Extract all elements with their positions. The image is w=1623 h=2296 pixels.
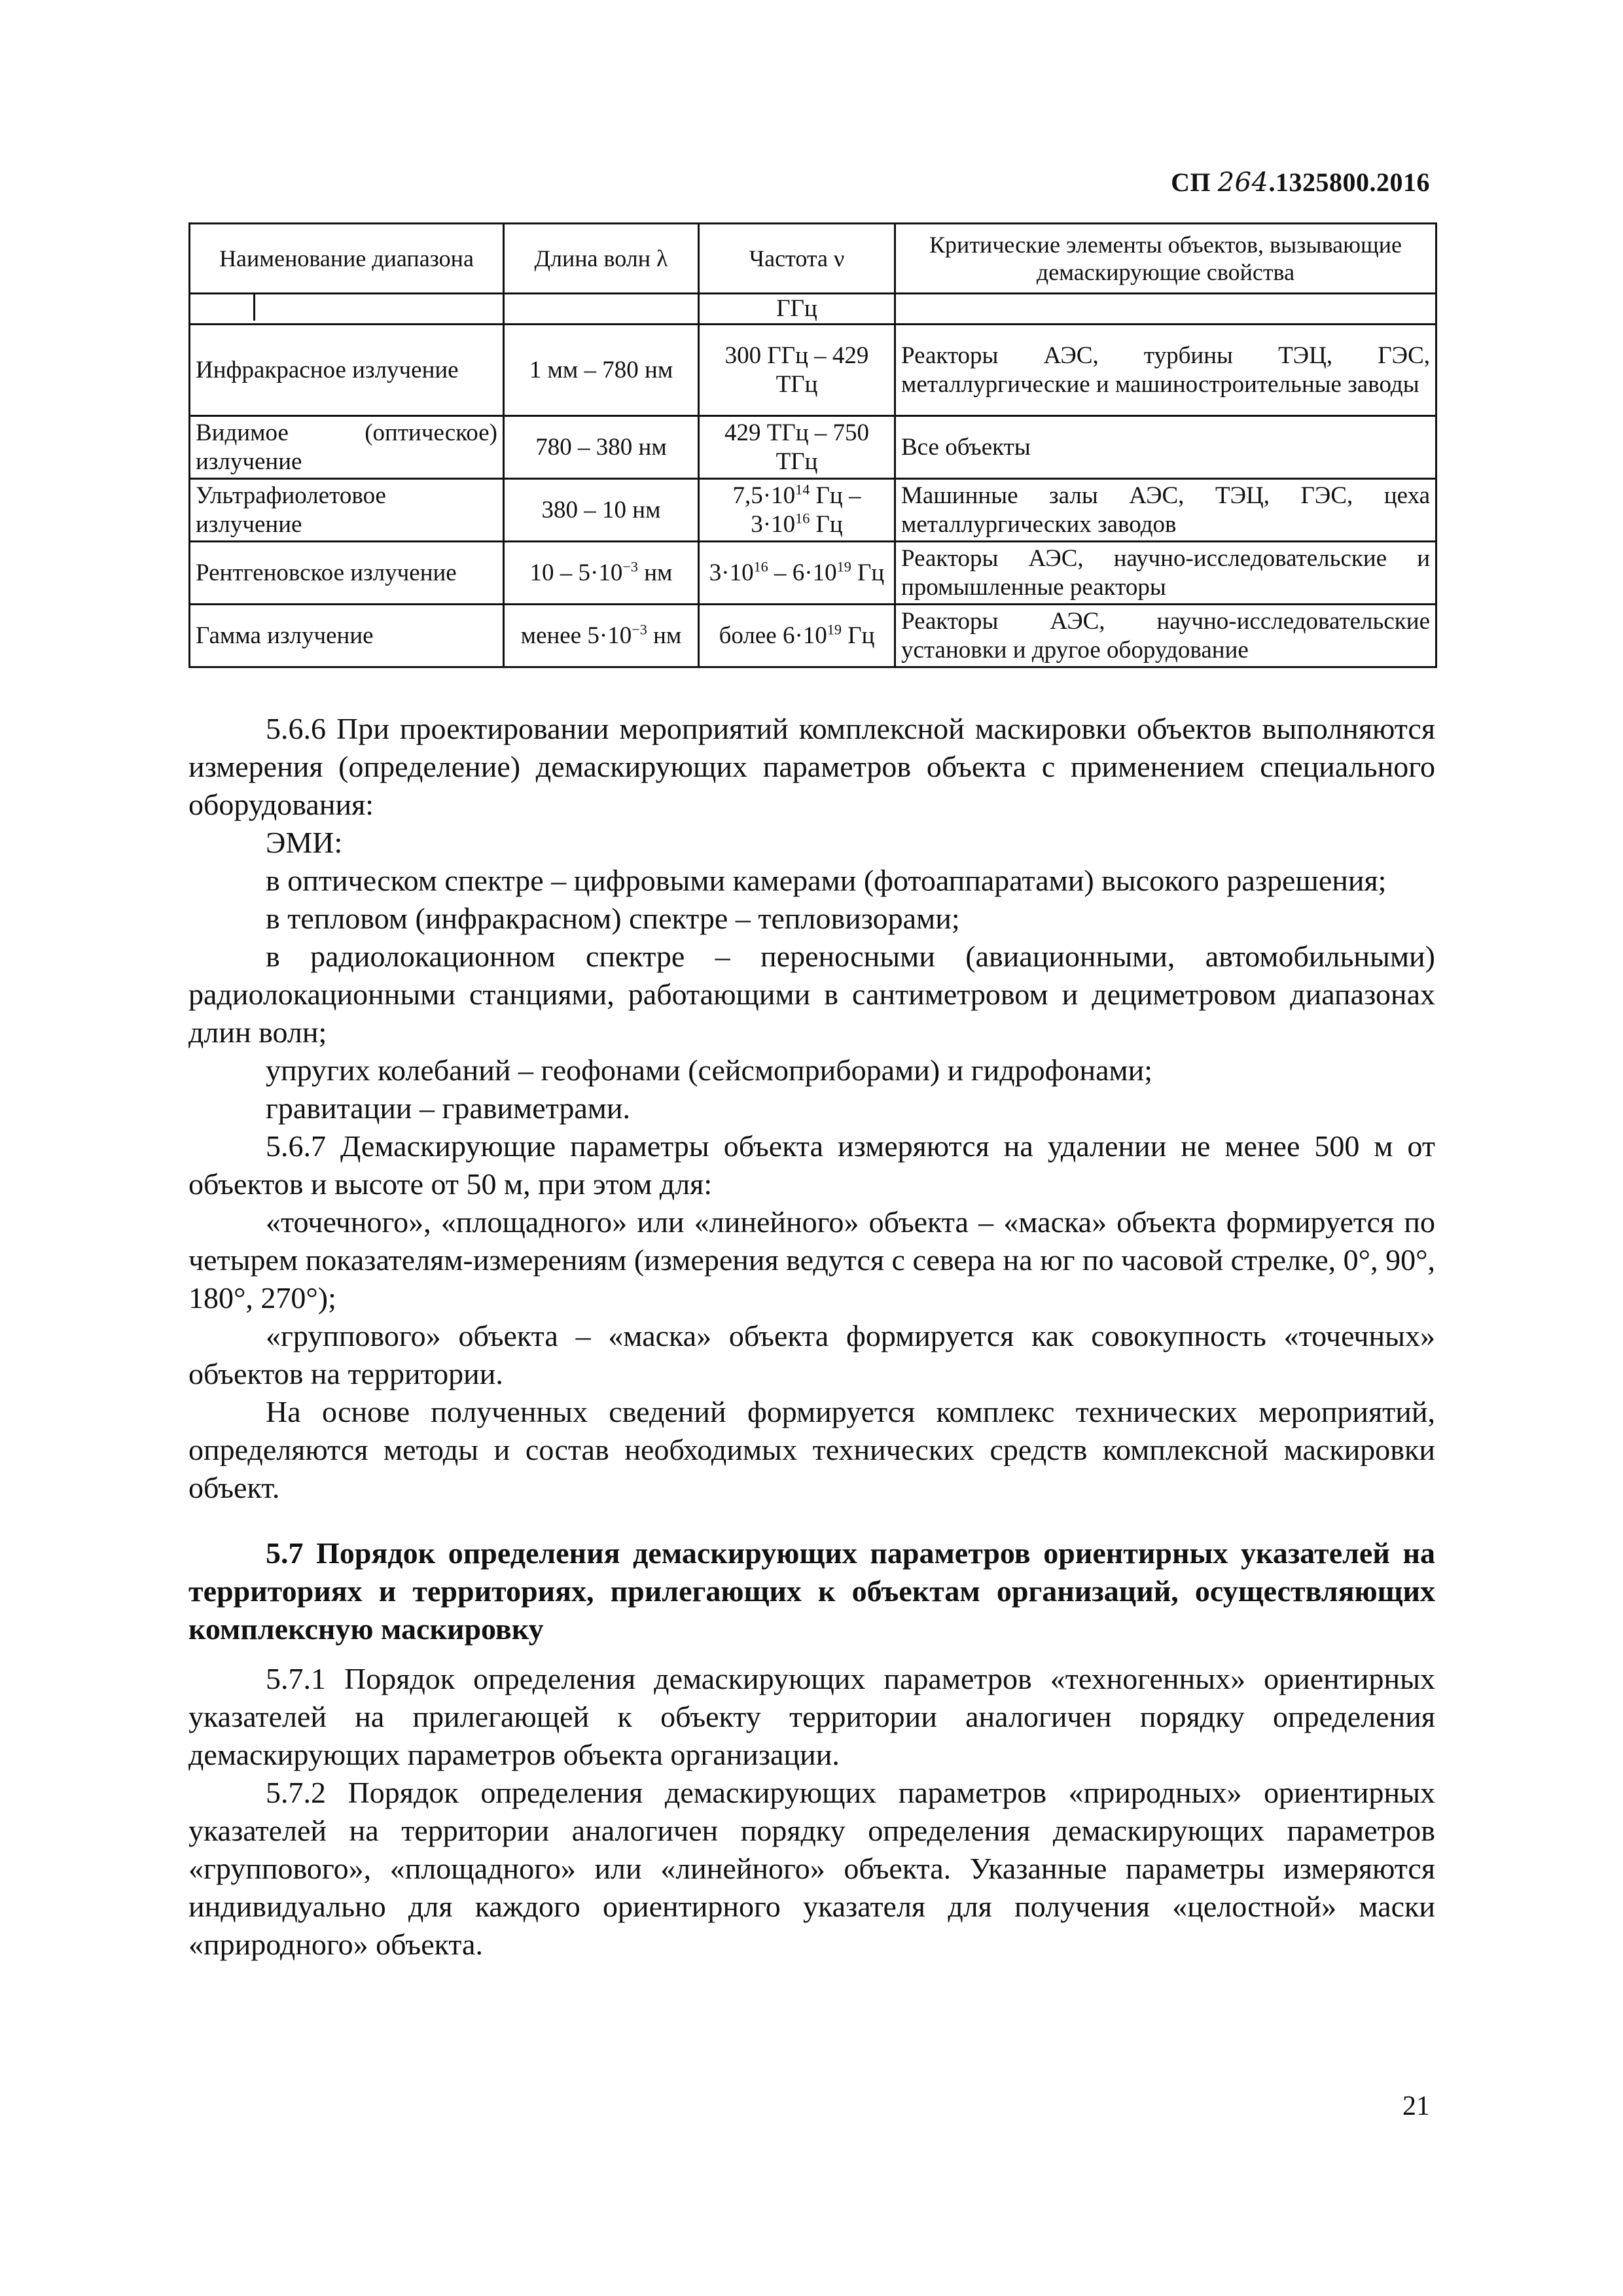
cell-range-name: Гамма излучение bbox=[190, 605, 504, 667]
header-wavelength: Длина волн λ bbox=[504, 224, 699, 294]
paragraph-radar: в радиолокационном спектре – переносными (авиационными, автомобильными) радиолокационными станциями, работающими в сантиметровом и дециметровом диапазонах длин волн; bbox=[188, 940, 1435, 1049]
document-code bbox=[1171, 167, 1430, 198]
cell-wavelength: 780 – 380 нм bbox=[504, 416, 699, 479]
cell-critical-elements: Реакторы АЭС, научно-исследовательские и промышленные реакторы bbox=[895, 542, 1436, 605]
cell-critical-elements: Машинные залы АЭС, ТЭЦ, ГЭС, цеха металлургических заводов bbox=[895, 479, 1436, 542]
table-units-row bbox=[190, 294, 1436, 325]
paragraph-gravity: гравитации – гравиметрами. bbox=[266, 1091, 631, 1125]
table-row bbox=[190, 605, 1436, 667]
paragraph-group-object: «группового» объекта – «маска» объекта формируется как совокупность «точечных» объектов на территории. bbox=[188, 1319, 1435, 1390]
table-row bbox=[190, 542, 1436, 605]
body-text bbox=[188, 710, 1435, 1964]
code-suffix: .1325800.2016 bbox=[1268, 168, 1430, 197]
units-cell-frequency: ГГц bbox=[699, 294, 895, 325]
section-heading-5-7: 5.7 Порядок определения демаскирующих параметров ориентирных указателей на территориях и территориях, прилегающих к объектам организаций, осуществляющих комплексную маскировку bbox=[188, 1536, 1435, 1646]
table-header-row bbox=[190, 224, 1436, 294]
spectrum-table bbox=[188, 222, 1437, 668]
paragraph-thermal: в тепловом (инфракрасном) спектре – тепловизорами; bbox=[266, 902, 960, 935]
cell-frequency: 429 ТГц – 750 ТГц bbox=[699, 416, 895, 479]
paragraph-5-7-1: 5.7.1 Порядок определения демаскирующих параметров «техногенных» ориентирных указателей на прилегающей к объекту территории аналогичен порядку определения демаскирующих параметров объекта организации. bbox=[188, 1662, 1435, 1771]
paragraph-point-object: «точечного», «площадного» или «линейного» объекта – «маска» объекта формируется по четырем показателям-измерениям (измерения ведутся с севера на юг по часовой стрелке, 0°, 90°, 180°, 270°); bbox=[188, 1205, 1435, 1315]
page-number: 21 bbox=[1402, 2091, 1430, 2121]
paragraph-basis: На основе полученных сведений формируется комплекс технических мероприятий, определяются методы и состав необходимых технических средств комплексной маскировки объект. bbox=[188, 1395, 1435, 1504]
cell-frequency: более $6\cdot 10^{19}$ Гц bbox=[699, 605, 895, 667]
cell-range-name: Рентгеновское излучение bbox=[190, 542, 504, 605]
header-critical-elements: Критические элементы объектов, вызывающие демаскирующие свойства bbox=[895, 224, 1436, 294]
paragraph-optical: в оптическом спектре – цифровыми камерами (фотоаппаратами) высокого разрешения; bbox=[266, 864, 1387, 897]
cell-range-name: Ультрафиолетовое излучение bbox=[190, 479, 504, 542]
cell-wavelength: 380 – 10 нм bbox=[504, 479, 699, 542]
cell-range-name: Инфракрасное излучение bbox=[190, 325, 504, 416]
cell-wavelength: 1 мм – 780 нм bbox=[504, 325, 699, 416]
cell-frequency: 300 ГГц – 429 ТГц bbox=[699, 325, 895, 416]
cell-frequency: $7,5\cdot 10^{14}$ Гц – $3\cdot 10^{16}$ Гц bbox=[699, 479, 895, 542]
paragraph-5-6-7: 5.6.7 Демаскирующие параметры объекта измеряются на удалении не менее 500 м от объектов и высоте от 50 м, при этом для: bbox=[188, 1129, 1435, 1201]
cell-critical-elements: Все объекты bbox=[895, 416, 1436, 479]
cell-critical-elements: Реакторы АЭС, турбины ТЭЦ, ГЭС, металлургические и машиностроительные заводы bbox=[895, 325, 1436, 416]
header-frequency: Частота ν bbox=[699, 224, 895, 294]
units-cell-2 bbox=[504, 294, 699, 325]
cell-frequency: $3\cdot 10^{16} - 6\cdot 10^{19}$ Гц bbox=[699, 542, 895, 605]
units-cell-1 bbox=[190, 294, 504, 325]
paragraph-elastic: упругих колебаний – геофонами (сейсмоприборами) и гидрофонами; bbox=[266, 1053, 1153, 1087]
table-row bbox=[190, 416, 1436, 479]
paragraph-5-7-2: 5.7.2 Порядок определения демаскирующих параметров «природных» ориентирных указателей на территории аналогичен порядку определения демаскирующих параметров «группового», «площадного» или «линейного» объекта. Указанные параметры измеряются индивидуально для каждого ориентирного указателя для получения «целостной» маски «природного» объекта. bbox=[188, 1776, 1435, 1961]
cell-critical-elements: Реакторы АЭС, научно-исследовательские установки и другое оборудование bbox=[895, 605, 1436, 667]
table-row bbox=[190, 479, 1436, 542]
code-prefix: СП bbox=[1171, 168, 1211, 197]
paragraph-emi: ЭМИ: bbox=[266, 826, 343, 859]
table-row bbox=[190, 325, 1436, 416]
header-range-name: Наименование диапазона bbox=[190, 224, 504, 294]
paragraph-5-6-6: 5.6.6 При проектировании мероприятий комплексной маскировки объектов выполняются измерения (определение) демаскирующих параметров объекта с применением специального оборудования: bbox=[188, 712, 1435, 821]
cell-wavelength: $10 - 5\cdot 10^{-3}$ нм bbox=[504, 542, 699, 605]
cell-wavelength: менее $5\cdot 10^{-3}$ нм bbox=[504, 605, 699, 667]
units-cell-4 bbox=[895, 294, 1436, 325]
cell-range-name: Видимое (оптическое) излучение bbox=[190, 416, 504, 479]
code-handwritten-number: 264 bbox=[1217, 168, 1269, 198]
